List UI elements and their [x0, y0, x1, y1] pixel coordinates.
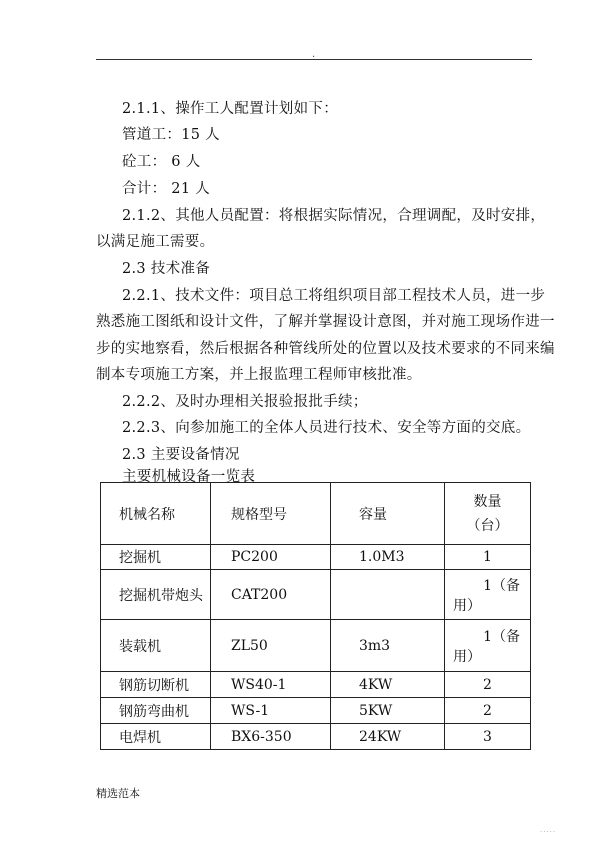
cell-model: CAT200	[211, 570, 331, 620]
corner-dots: .....	[540, 826, 557, 834]
para-2-2-2: 2.2.2、及时办理相关报验报批手续；	[122, 394, 368, 410]
cell-qty: 3	[445, 724, 531, 750]
section-equipment: 2.3 主要设备情况	[122, 447, 240, 463]
cell-qty-line2: 用）	[453, 648, 481, 665]
table-row	[101, 545, 531, 570]
header-qty-line1: 数量	[473, 493, 502, 510]
table-row	[101, 620, 531, 672]
table-row	[101, 570, 531, 620]
para-pipe-workers: 管道工：15 人	[122, 127, 220, 143]
cell-capacity: 3m3	[331, 620, 445, 672]
cell-name: 钢筋弯曲机	[101, 698, 211, 724]
header-name: 机械名称	[101, 483, 211, 545]
table-caption: 主要机械设备一览表	[122, 469, 256, 485]
cell-qty	[445, 620, 531, 672]
header-capacity: 容量	[331, 483, 445, 545]
table-row	[101, 698, 531, 724]
cell-model: PC200	[211, 545, 331, 570]
table-header-row	[101, 483, 531, 545]
cell-name: 挖掘机带炮头	[101, 570, 211, 620]
cell-capacity: 24KW	[331, 724, 445, 750]
para-total: 合计： 21 人	[122, 181, 211, 197]
cell-qty-line1: 1（备	[483, 628, 520, 645]
cell-qty	[445, 570, 531, 620]
cell-name: 钢筋切断机	[101, 672, 211, 698]
table-row	[101, 672, 531, 698]
cell-capacity: 4KW	[331, 672, 445, 698]
cell-model: WS-1	[211, 698, 331, 724]
para-2-1-1: 2.1.1、操作工人配置计划如下：	[122, 101, 338, 117]
para-2-2-3: 2.2.3、向参加施工的全体人员进行技术、安全等方面的交底。	[122, 420, 531, 436]
cell-capacity: 1.0M3	[331, 545, 445, 570]
cell-qty: 2	[445, 672, 531, 698]
cell-model: WS40-1	[211, 672, 331, 698]
para-masons: 砼工： 6 人	[122, 154, 201, 170]
cell-qty-line2: 用）	[453, 597, 481, 614]
cell-model: ZL50	[211, 620, 331, 672]
header-qty-line2: （台）	[466, 517, 509, 534]
para-2-1-2-line2: 以满足施工需要。	[96, 234, 215, 250]
footer-label: 精选范本	[96, 787, 140, 800]
equipment-table	[100, 482, 531, 750]
para-2-1-2-line1: 2.1.2、其他人员配置：将根据实际情况，合理调配，及时安排，	[122, 208, 546, 224]
cell-name: 电焊机	[101, 724, 211, 750]
cell-qty-line1: 1（备	[483, 577, 520, 594]
cell-model: BX6-350	[211, 724, 331, 750]
header-rule	[96, 59, 532, 60]
header-model: 规格型号	[211, 483, 331, 545]
table-row	[101, 724, 531, 750]
cell-qty: 1	[445, 545, 531, 570]
header-dot: .	[312, 49, 316, 60]
para-2-2-1-line2: 熟悉施工图纸和设计文件，了解并掌握设计意图，并对施工现场作进一	[96, 314, 555, 330]
cell-capacity: 5KW	[331, 698, 445, 724]
para-2-2-1-line1: 2.2.1、技术文件：项目总工将组织项目部工程技术人员，进一步	[122, 288, 546, 304]
section-tech-prep: 2.3 技术准备	[122, 261, 211, 277]
cell-qty: 2	[445, 698, 531, 724]
cell-name: 装载机	[101, 620, 211, 672]
para-2-2-1-line4: 制本专项施工方案，并上报监理工程师审核批准。	[96, 367, 422, 383]
para-2-2-1-line3: 步的实地察看，然后根据各种管线所处的位置以及技术要求的不同来编	[96, 341, 555, 357]
cell-name: 挖掘机	[101, 545, 211, 570]
cell-capacity	[331, 570, 445, 620]
header-qty	[445, 483, 531, 545]
